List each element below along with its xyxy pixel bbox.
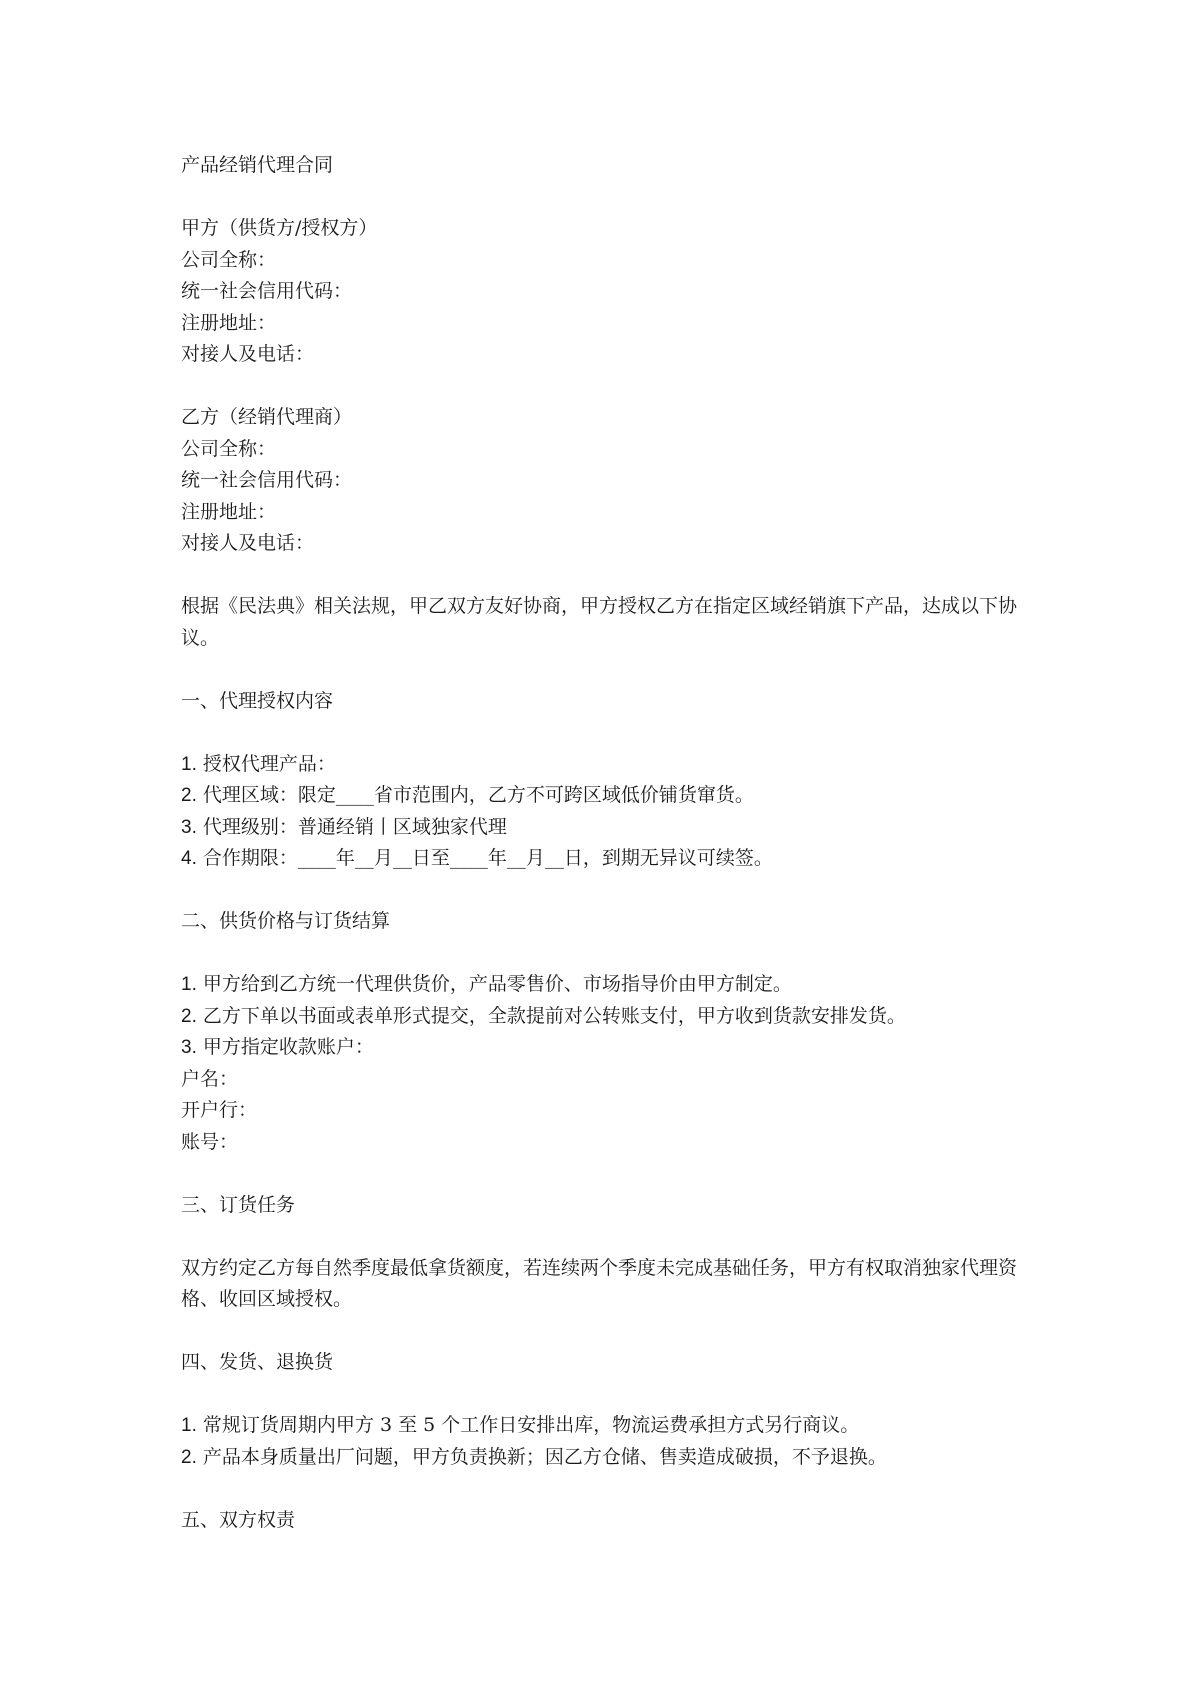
spacer — [181, 1221, 1041, 1253]
item-text: 代理区域：限定____省市范围内，乙方不可跨区域低价铺货窜货。 — [196, 784, 754, 806]
item-text: 授权代理产品： — [196, 752, 336, 775]
section-3-body: 双方约定乙方每自然季度最低拿货额度，若连续两个季度未完成基础任务，甲方有权取消独家代理资格、收回区域授权。 — [181, 1256, 1018, 1310]
item-text: 乙方下单以书面或表单形式提交，全款提前对公转账支付，甲方收到货款安排发货。 — [196, 1004, 906, 1027]
section-2-heading: 二、供货价格与订货结算 — [181, 910, 391, 932]
preamble-paragraph: 根据《民法典》相关法规，甲乙双方友好协商，甲方授权乙方在指定区域经销旗下产品，达成以下协议。 — [181, 595, 1018, 649]
item-number: 1. — [181, 1415, 197, 1436]
spacer — [181, 717, 1041, 749]
document-title: 产品经销代理合同 — [181, 154, 334, 176]
spacer — [181, 560, 1041, 592]
spacer — [181, 1473, 1041, 1505]
spacer — [181, 1158, 1041, 1190]
item-number: 4. — [181, 848, 197, 869]
section-5-heading: 五、双方权责 — [181, 1508, 296, 1531]
party-a-credit-code: 统一社会信用代码： — [181, 280, 353, 302]
item-text: 代理级别：普通经销丨区域独家代理 — [196, 815, 507, 838]
spacer — [181, 1379, 1041, 1411]
item-text: 甲方给到乙方统一代理供货价，产品零售价、市场指导价由甲方制定。 — [196, 973, 792, 995]
party-b-company: 公司全称： — [181, 437, 277, 460]
item-text: 合作期限：____年__月__日至____年__月__日，到期无异议可续签。 — [196, 847, 773, 869]
section-1-item — [181, 843, 1041, 875]
spacer — [181, 875, 1041, 907]
item-text: 甲方指定收款账户： — [196, 1036, 374, 1058]
account-number: 账号： — [181, 1130, 239, 1153]
spacer — [181, 371, 1041, 403]
item-text: 常规订货周期内甲方 3 至 5 个工作日安排出库，物流运费承担方式另行商议。 — [196, 1414, 860, 1436]
item-number: 2. — [181, 1005, 197, 1027]
section-3-heading: 三、订货任务 — [181, 1193, 296, 1216]
item-number: 1. — [181, 753, 197, 775]
item-number: 1. — [181, 974, 197, 995]
section-1-heading: 一、代理授权内容 — [181, 689, 334, 712]
item-text: 产品本身质量出厂问题，甲方负责换新；因乙方仓储、售卖造成破损，不予退换。 — [196, 1445, 887, 1468]
item-number: 3. — [181, 816, 197, 838]
party-a-contact: 对接人及电话： — [181, 343, 315, 365]
section-1-item — [181, 812, 1041, 844]
section-2-item — [181, 1032, 1041, 1064]
party-a-company: 公司全称： — [181, 248, 277, 271]
section-2-item — [181, 1001, 1041, 1033]
item-number: 2. — [181, 785, 197, 806]
section-1-item — [181, 780, 1041, 812]
section-4-item — [181, 1410, 1041, 1442]
contract-document — [181, 150, 1041, 1536]
account-bank: 开户行： — [181, 1099, 258, 1121]
section-4-item — [181, 1442, 1041, 1474]
section-1-item — [181, 749, 1041, 781]
party-b-heading: 乙方（经销代理商） — [181, 406, 353, 428]
party-b-contact: 对接人及电话： — [181, 532, 315, 554]
party-a-heading: 甲方（供货方/授权方） — [181, 217, 378, 239]
account-name: 户名： — [181, 1067, 239, 1090]
spacer — [181, 654, 1041, 686]
section-2-item — [181, 969, 1041, 1001]
party-b-credit-code: 统一社会信用代码： — [181, 469, 353, 491]
spacer — [181, 182, 1041, 214]
item-number: 2. — [181, 1446, 197, 1468]
party-a-address: 注册地址： — [181, 311, 277, 334]
section-4-heading: 四、发货、退换货 — [181, 1351, 334, 1373]
party-b-address: 注册地址： — [181, 500, 277, 523]
spacer — [181, 938, 1041, 970]
item-number: 3. — [181, 1037, 197, 1058]
spacer — [181, 1316, 1041, 1348]
